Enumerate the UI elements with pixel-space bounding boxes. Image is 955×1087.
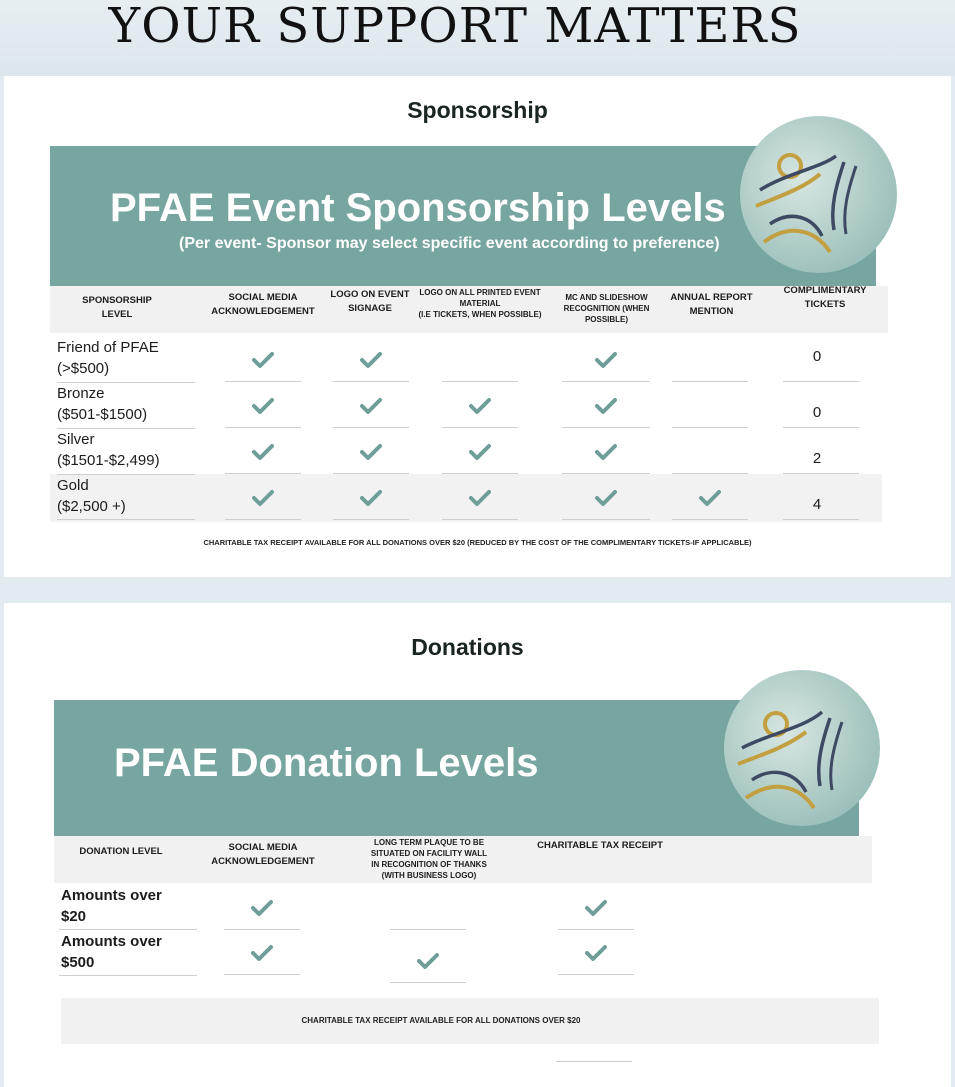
row-divider — [57, 519, 195, 520]
row-divider — [59, 929, 197, 930]
row-divider — [57, 428, 195, 429]
col-charitable-receipt: CHARITABLE TAX RECEIPT — [537, 840, 663, 851]
check-icon — [251, 899, 273, 917]
col-annual-report — [664, 291, 759, 319]
cell-underline — [672, 427, 748, 428]
cell-underline — [442, 519, 518, 520]
tickets-value: 4 — [812, 496, 822, 513]
check-icon — [595, 489, 617, 507]
check-icon — [417, 952, 439, 970]
cell-underline — [558, 929, 634, 930]
level-name: Silver — [57, 431, 95, 448]
col-label-line: (I.E TICKETS, WHEN POSSIBLE) — [418, 310, 542, 319]
col-label-line: LOGO ON EVENT — [330, 289, 410, 300]
tickets-value: 0 — [812, 348, 822, 365]
cell-underline — [333, 381, 409, 382]
donations-footnote: CHARITABLE TAX RECEIPT AVAILABLE FOR ALL DONATIONS OVER $20 — [301, 1016, 581, 1025]
level-name: Bronze — [57, 385, 105, 402]
cell-underline — [442, 381, 518, 382]
check-icon — [360, 351, 382, 369]
col-label-line: TICKETS — [804, 299, 846, 310]
check-icon — [469, 397, 491, 415]
cell-underline — [672, 381, 748, 382]
cell-underline — [672, 519, 748, 520]
col-label-line: SOCIAL MEDIA — [228, 292, 298, 303]
cell-underline — [783, 427, 859, 428]
check-icon — [699, 489, 721, 507]
col-complimentary-tickets — [770, 284, 880, 312]
level-range: ($501-$1500) — [57, 406, 148, 423]
check-icon — [595, 351, 617, 369]
level-line: Amounts over — [61, 933, 162, 950]
level-name: Friend of PFAE — [57, 339, 159, 356]
col-label-line: ACKNOWLEDGEMENT — [211, 856, 315, 867]
level-line: $500 — [61, 954, 95, 971]
sponsorship-heading: Sponsorship — [407, 97, 548, 123]
cell-underline — [225, 381, 301, 382]
check-icon — [252, 443, 274, 461]
tickets-value: 2 — [812, 450, 822, 467]
row-divider — [57, 382, 195, 383]
col-label-line: LONG TERM PLAQUE TO BE — [373, 838, 485, 847]
sponsorship-banner-title: PFAE Event Sponsorship Levels — [110, 186, 726, 230]
check-icon — [252, 397, 274, 415]
level-range: ($1501-$2,499) — [57, 452, 160, 469]
cell-underline — [562, 381, 650, 382]
col-label-line: ACKNOWLEDGEMENT — [211, 306, 315, 317]
level-line: $20 — [61, 908, 87, 925]
cell-underline — [442, 427, 518, 428]
col-sponsorship-level — [52, 294, 182, 322]
level-name: Gold — [57, 477, 89, 494]
col-label-line: LOGO ON ALL PRINTED EVENT — [419, 288, 541, 297]
pfae-logo-icon — [740, 116, 897, 273]
cell-underline — [562, 519, 650, 520]
cell-underline — [225, 427, 301, 428]
col-label-line: ANNUAL REPORT — [670, 292, 753, 303]
sponsorship-level-label — [57, 383, 147, 425]
level-range: (>$500) — [57, 360, 110, 377]
check-icon — [595, 397, 617, 415]
col-label-line: MATERIAL — [459, 299, 501, 308]
cell-underline — [783, 381, 859, 382]
cell-underline — [333, 473, 409, 474]
col-plaque — [354, 837, 504, 881]
tickets-value: 0 — [812, 404, 822, 421]
check-icon — [252, 489, 274, 507]
col-label-line: SPONSORSHIP — [82, 295, 152, 306]
cell-underline — [225, 473, 301, 474]
cell-underline — [672, 473, 748, 474]
check-icon — [585, 899, 607, 917]
cell-underline — [224, 974, 300, 975]
donations-card — [4, 603, 951, 1087]
col-event-signage — [320, 288, 420, 316]
sponsorship-card — [4, 76, 951, 577]
check-icon — [469, 489, 491, 507]
col-label-line: COMPLIMENTARY — [783, 285, 867, 296]
col-social-media — [198, 291, 328, 319]
donation-level-label — [61, 931, 162, 973]
col-label-line: POSSIBLE) — [584, 315, 629, 324]
level-line: Amounts over — [61, 887, 162, 904]
col-label-line: IN RECOGNITION OF THANKS — [371, 860, 487, 869]
col-label-line: SOCIAL MEDIA — [228, 842, 298, 853]
cell-underline — [390, 982, 466, 983]
level-range: ($2,500 +) — [57, 498, 126, 515]
col-social-media — [198, 841, 328, 869]
sponsorship-footnote: CHARITABLE TAX RECEIPT AVAILABLE FOR ALL DONATIONS OVER $20 (REDUCED BY THE COST OF THE COMPLIMENTARY TICKETS-IF APPLICABLE) — [203, 538, 752, 547]
cell-underline — [224, 929, 300, 930]
check-icon — [360, 489, 382, 507]
col-label-line: LEVEL — [101, 309, 133, 320]
donations-banner-title: PFAE Donation Levels — [114, 741, 539, 785]
cell-underline — [562, 473, 650, 474]
col-printed-material — [410, 287, 550, 320]
cell-underline — [783, 473, 859, 474]
pfae-logo-icon — [724, 670, 880, 826]
col-label-line: RECOGNITION (WHEN — [563, 304, 650, 313]
sponsorship-level-label — [57, 337, 159, 379]
check-icon — [469, 443, 491, 461]
col-donation-level: DONATION LEVEL — [79, 846, 163, 857]
cell-underline — [333, 427, 409, 428]
footer-rule — [556, 1061, 632, 1062]
donation-level-label — [61, 885, 162, 927]
col-label-line: SIGNAGE — [348, 303, 392, 314]
sponsorship-level-label — [57, 429, 160, 471]
check-icon — [360, 397, 382, 415]
cell-underline — [333, 519, 409, 520]
col-label-line: (WITH BUSINESS LOGO) — [381, 871, 477, 880]
page-title: YOUR SUPPORT MATTERS — [108, 0, 802, 54]
cell-underline — [558, 974, 634, 975]
cell-underline — [442, 473, 518, 474]
col-mc-slideshow — [554, 292, 659, 325]
donations-heading: Donations — [411, 634, 524, 660]
col-label-line: SITUATED ON FACILITY WALL — [370, 849, 488, 858]
check-icon — [585, 944, 607, 962]
check-icon — [595, 443, 617, 461]
check-icon — [251, 944, 273, 962]
check-icon — [252, 351, 274, 369]
cell-underline — [225, 519, 301, 520]
check-icon — [360, 443, 382, 461]
cell-underline — [390, 929, 466, 930]
cell-underline — [783, 519, 859, 520]
cell-underline — [562, 427, 650, 428]
sponsorship-banner-subtitle: (Per event- Sponsor may select specific event according to preference) — [179, 235, 720, 252]
col-label-line: MC AND SLIDESHOW — [565, 293, 648, 302]
col-label-line: MENTION — [689, 306, 734, 317]
row-divider — [59, 975, 197, 976]
row-divider — [57, 474, 195, 475]
sponsorship-level-label — [57, 475, 126, 517]
gold-row-background — [50, 474, 882, 522]
